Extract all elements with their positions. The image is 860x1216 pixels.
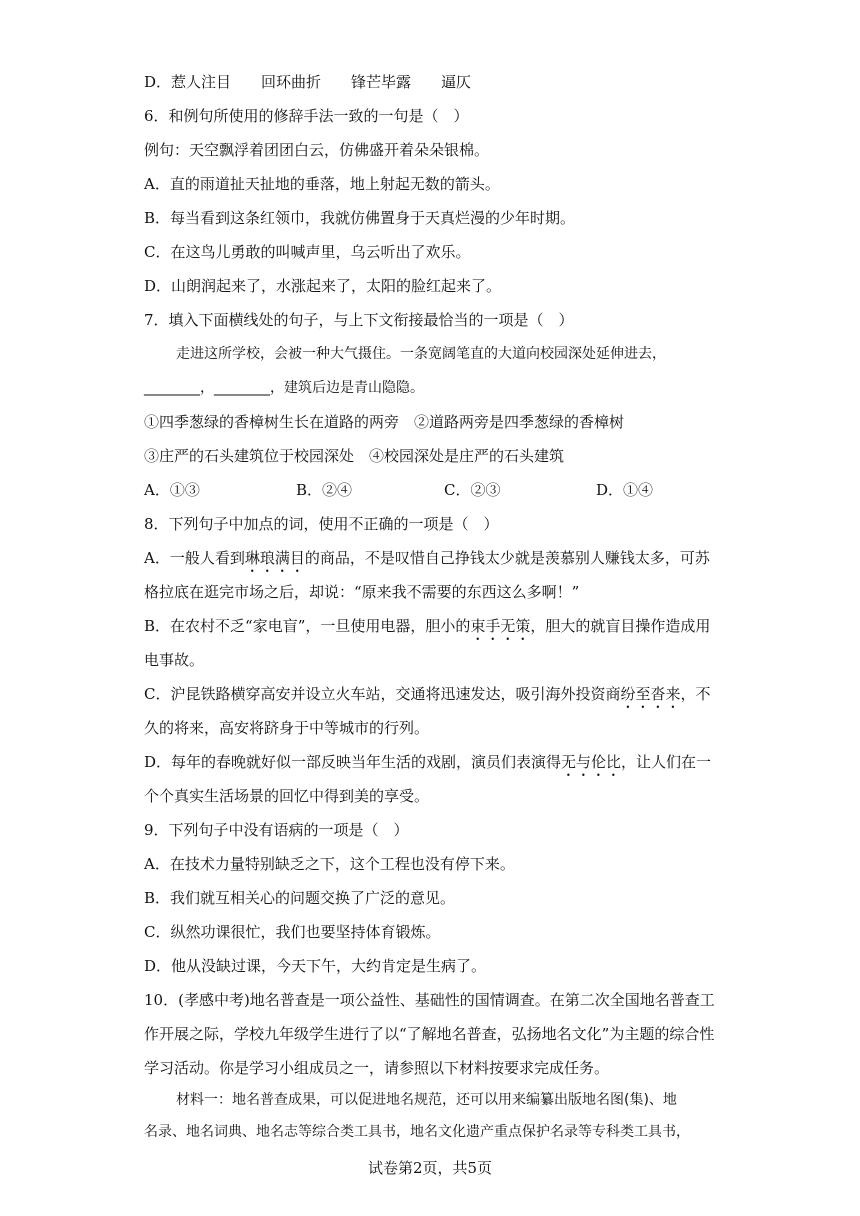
q6-option-c: C．在这鸟儿勇敢的叫喊声里，乌云听出了欢乐。 bbox=[144, 243, 471, 261]
q7-option-b: B．②④ bbox=[296, 481, 353, 499]
q7-option-a: A．①③ bbox=[144, 481, 200, 499]
q8-option-b-cont: 电事故。 bbox=[144, 651, 205, 669]
q8-option-c-cont: 久的将来，高安将跻身于中等城市的行列。 bbox=[144, 719, 430, 737]
text-segment: A．一般人看到 bbox=[144, 549, 245, 567]
text-segment: D．每年的春晚就好似一部反映当年生活的戏剧，演员们表演得 bbox=[144, 753, 562, 771]
q7-option-c: C．②③ bbox=[444, 481, 501, 499]
dotted-word: 无与伦比 bbox=[561, 753, 622, 771]
q7-choices-line2: ③庄严的石头建筑位于校园深处 ④校园深处是庄严的石头建筑 bbox=[144, 447, 565, 465]
q6-stem: 6．和例句所使用的修辞手法一致的一句是（ ） bbox=[144, 107, 469, 125]
q10-stem-line1: 10．(孝感中考)地名普查是一项公益性、基础性的国情调查。在第二次全国地名普查工 bbox=[144, 991, 715, 1009]
q8-option-a-cont: 格拉底在逛完市场之后，却说：“原来我不需要的东西这么多啊！” bbox=[144, 583, 580, 601]
q7-options bbox=[144, 480, 653, 500]
dotted-word: 束手无策 bbox=[470, 617, 531, 635]
text-segment: B．在农村不乏“家电盲”，一旦使用电器，胆小的 bbox=[144, 617, 471, 635]
q6-option-b: B．每当看到这条红领巾，我就仿佛置身于天真烂漫的少年时期。 bbox=[144, 209, 576, 227]
q8-option-d bbox=[144, 752, 711, 780]
q5-option-d: D．惹人注目 回环曲折 锋芒毕露 逼仄 bbox=[144, 73, 472, 91]
q6-option-d: D．山朗润起来了，水涨起来了，太阳的脸红起来了。 bbox=[144, 277, 502, 295]
q9-stem: 9．下列句子中没有语病的一项是（ ） bbox=[144, 821, 409, 839]
q9-option-d: D．他从没缺过课，今天下午，大约肯定是生病了。 bbox=[144, 957, 487, 975]
q7-passage-line1: 走进这所学校，会被一种大气摄住。一条宽阔笔直的大道向校园深处延伸进去， bbox=[176, 346, 666, 362]
q6-option-a: A．直的雨道扯天扯地的垂落，地上射起无数的箭头。 bbox=[144, 175, 500, 193]
dotted-word: 琳琅满目 bbox=[244, 549, 305, 567]
q9-option-b: B．我们就互相关心的问题交换了广泛的意见。 bbox=[144, 889, 456, 907]
q7-stem: 7．填入下面横线处的句子，与上下文衔接最恰当的一项是（ ） bbox=[144, 311, 574, 329]
q10-stem-line3: 学习活动。你是学习小组成员之一，请参照以下材料按要求完成任务。 bbox=[144, 1059, 610, 1077]
q8-option-a bbox=[144, 548, 710, 576]
dotted-word: 纷至沓来 bbox=[620, 685, 681, 703]
q6-example: 例句：天空飘浮着团团白云，仿佛盛开着朵朵银棉。 bbox=[144, 141, 490, 159]
q10-material1-line1: 材料一：地名普查成果，可以促进地名规范，还可以用来编纂出版地名图(集)、地 bbox=[176, 1092, 677, 1108]
q10-material1-line2: 名录、地名词典、地名志等综合类工具书，地名文化遗产重点保护名录等专科类工具书， bbox=[144, 1124, 690, 1140]
q8-option-d-cont: 个个真实生活场景的回忆中得到美的享受。 bbox=[144, 787, 430, 805]
q7-passage-line2: ________，________，建筑后边是青山隐隐。 bbox=[144, 380, 424, 396]
q10-stem-line2: 作开展之际，学校九年级学生进行了以“了解地名普查，弘扬地名文化”为主题的综合性 bbox=[144, 1025, 715, 1043]
q9-option-a: A．在技术力量特别缺乏之下，这个工程也没有停下来。 bbox=[144, 855, 515, 873]
text-segment: ，不 bbox=[680, 685, 711, 703]
q7-choices-line1: ①四季葱绿的香樟树生长在道路的两旁 ②道路两旁是四季葱绿的香樟树 bbox=[144, 413, 625, 431]
q8-option-c bbox=[144, 684, 711, 712]
q8-option-b bbox=[144, 616, 710, 644]
q8-stem: 8．下列句子中加点的词，使用不正确的一项是（ ） bbox=[144, 515, 499, 533]
q7-option-d: D．①④ bbox=[596, 481, 654, 499]
text-segment: ，让人们在一 bbox=[621, 753, 712, 771]
text-segment: C．沪昆铁路横穿高安并设立火车站，交通将迅速发达，吸引海外投资商 bbox=[144, 685, 621, 703]
page-footer: 试卷第2页，共5页 bbox=[367, 1159, 493, 1177]
text-segment: ，胆大的就盲目操作造成用 bbox=[530, 617, 711, 635]
q9-option-c: C．纵然功课很忙，我们也要坚持体育锻炼。 bbox=[144, 923, 441, 941]
text-segment: 的商品，不是叹惜自己挣钱太少就是羡慕别人赚钱太多，可苏 bbox=[304, 549, 710, 567]
